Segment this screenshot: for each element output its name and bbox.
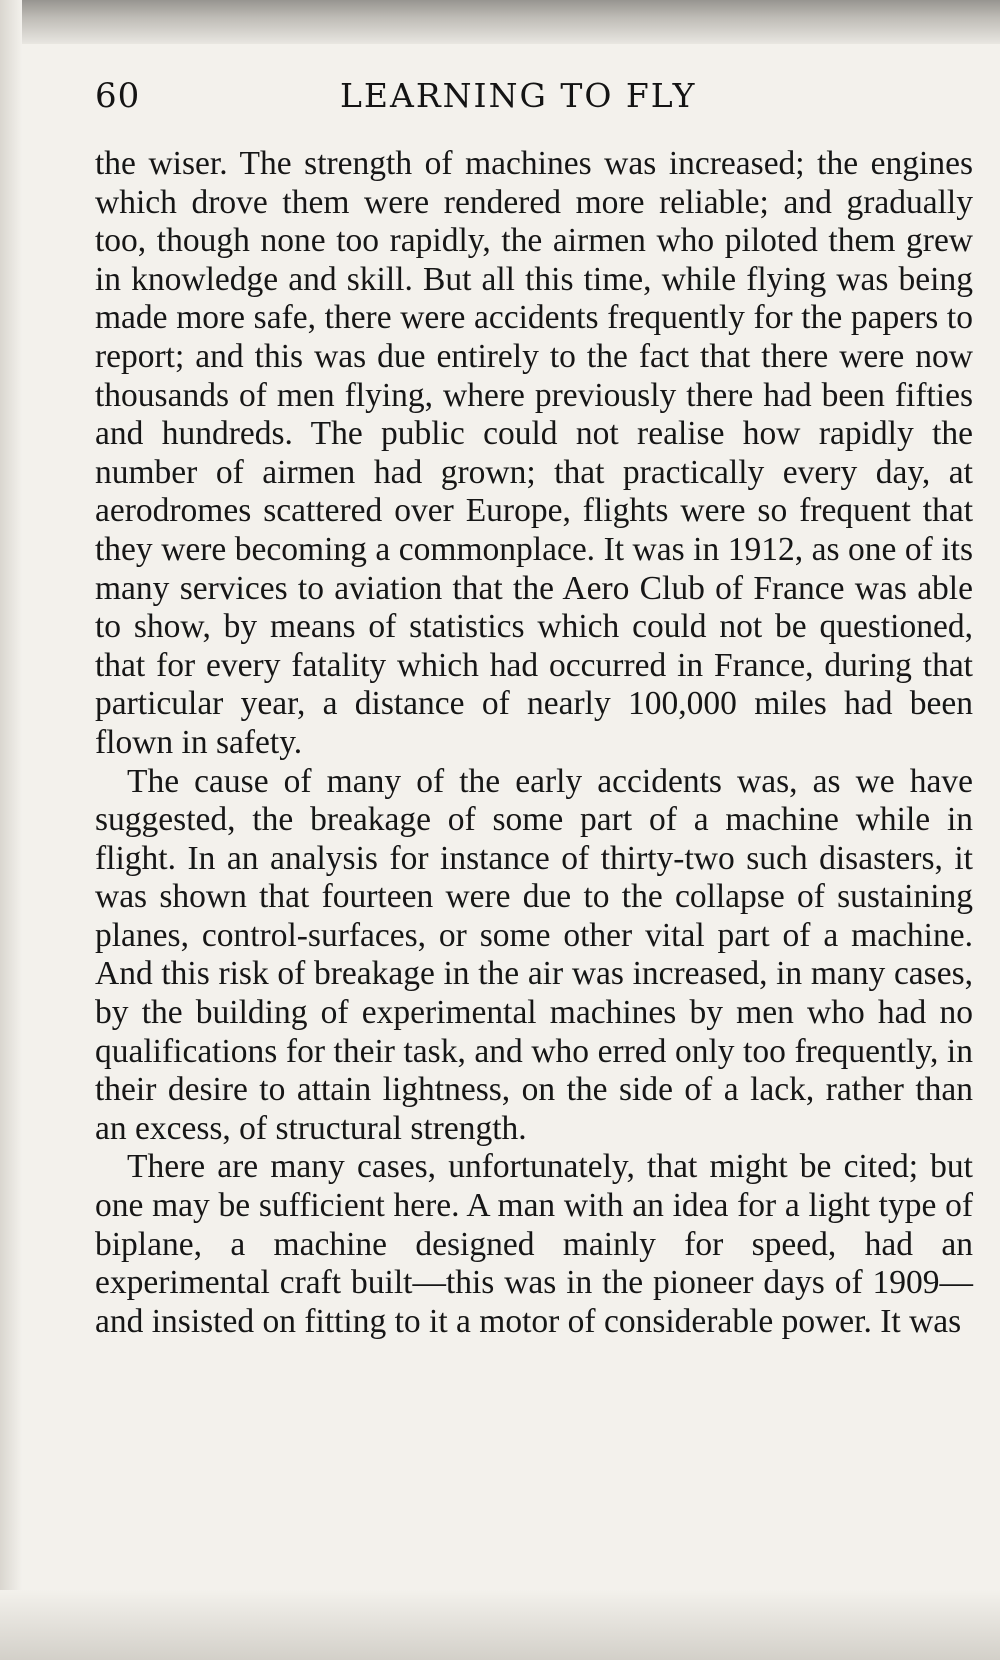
paragraph-accidents-cause: The cause of many of the early accidents was, as we have suggested, the breakage of some part of a machine while in flight. In an analysis for instance of thirty-two such disasters, it was shown that fourteen were due to the collapse of sustaining planes, control-surfaces, or some other vital part of a machine. And this risk of breakage in the air was increased, in many cases, by the building of experimental machines by men who had no qualifications for their task, and who erred only too frequently, in their desire to attain lightness, on the side of a lack, rather than an excess, of structural strength.: [95, 762, 973, 1147]
paragraph-continuation: the wiser. The strength of machines was increased; the engines which drove them were rendered more reliable; and gradually too, though none too rapidly, the airmen who piloted them grew in knowledge and skill. But all this time, while flying was being made more safe, there were accidents frequently for the papers to report; and this was due entirely to the fact that there were now thousands of men flying, where previously there had been fifties and hundreds. The public could not realise how rapidly the number of airmen had grown; that practically every day, at aerodromes scattered over Europe, flights were so frequent that they were becoming a commonplace. It was in 1912, as one of its many services to aviation that the Aero Club of France was able to show, by means of statistics which could not be questioned, that for every fatality which had occurred in France, during that particular year, a distance of nearly 100,000 miles had been flown in safety.: [95, 145, 973, 761]
body-text: [95, 145, 973, 1341]
scan-bottom-edge: [0, 1590, 1000, 1660]
scan-top-edge: [0, 0, 1000, 44]
page-number: 60: [95, 76, 141, 116]
paragraph-many-cases: There are many cases, unfortunately, that might be cited; but one may be sufficient here. A man with an idea for a light type of biplane, a machine designed mainly for speed, had an experimental craft built—this was in the pioneer days of 1909—and insisted on fitting to it a motor of considerable power. It was: [95, 1148, 973, 1340]
page-header: [95, 70, 975, 126]
running-head: LEARNING TO FLY: [340, 76, 697, 115]
scan-left-edge: [0, 0, 22, 1660]
